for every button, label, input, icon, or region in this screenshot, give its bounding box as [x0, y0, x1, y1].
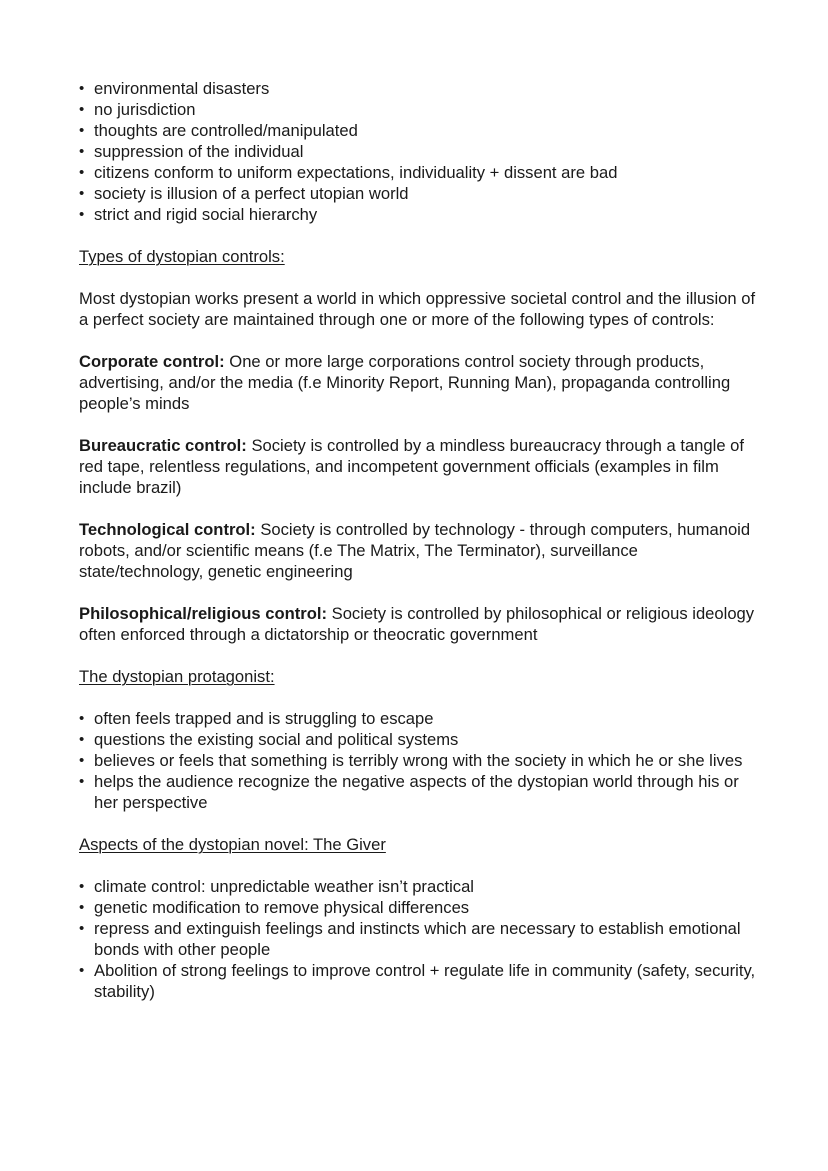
- list-item: • climate control: unpredictable weather isn’t practical: [79, 876, 759, 897]
- list-item: • society is illusion of a perfect utopian world: [79, 183, 759, 204]
- corporate-control-text: One or more large corporations control society through products, advertising, and/or the media (f.e Minority Report, Running Man), propaganda controlling people’s minds: [79, 352, 731, 413]
- list-item: • questions the existing social and political systems: [79, 729, 759, 750]
- list-item: • repress and extinguish feelings and instincts which are necessary to establish emotional bonds with other people: [79, 918, 759, 960]
- giver-heading: Aspects of the dystopian novel: The Giver: [79, 835, 386, 854]
- technological-control-text: Society is controlled by technology - through computers, humanoid robots, and/or scientific means (f.e The Matrix, The Terminator), surveillance state/technology, genetic engineering: [79, 520, 751, 581]
- list-item: • helps the audience recognize the negative aspects of the dystopian world through his or her perspective: [79, 771, 759, 813]
- bureaucratic-control-text: Society is controlled by a mindless bureaucracy through a tangle of red tape, relentless regulations, and incompetent government officials (examples in film include brazil): [79, 436, 744, 497]
- list-item: • Abolition of strong feelings to improve control + regulate life in community (safety, security, stability): [79, 960, 759, 1002]
- list-item: • strict and rigid social hierarchy: [79, 204, 759, 225]
- religious-control-term: Philosophical/religious control:: [79, 604, 328, 623]
- religious-control-text: Society is controlled by philosophical or religious ideology often enforced through a dictatorship or theocratic government: [79, 604, 755, 644]
- technological-control-term: Technological control:: [79, 520, 256, 539]
- list-item: • environmental disasters: [79, 78, 759, 99]
- religious-control-paragraph: [79, 603, 759, 645]
- list-item: • suppression of the individual: [79, 141, 759, 162]
- list-item: • genetic modification to remove physical differences: [79, 897, 759, 918]
- bureaucratic-control-term: Bureaucratic control:: [79, 436, 247, 455]
- document-page: [79, 78, 759, 1002]
- controls-intro-paragraph: Most dystopian works present a world in which oppressive societal control and the illusion of a perfect society are maintained through one or more of the following types of controls:: [79, 289, 756, 329]
- list-item: • no jurisdiction: [79, 99, 759, 120]
- corporate-control-paragraph: [79, 351, 759, 414]
- corporate-control-term: Corporate control:: [79, 352, 225, 371]
- protagonist-heading: The dystopian protagonist:: [79, 667, 275, 686]
- list-item: • believes or feels that something is terribly wrong with the society in which he or she lives: [79, 750, 759, 771]
- protagonist-bullet-list: [79, 708, 759, 813]
- intro-bullet-list: [79, 78, 759, 225]
- giver-bullet-list: [79, 876, 759, 1002]
- list-item: • thoughts are controlled/manipulated: [79, 120, 759, 141]
- technological-control-paragraph: [79, 519, 759, 582]
- list-item: • often feels trapped and is struggling to escape: [79, 708, 759, 729]
- list-item: • citizens conform to uniform expectations, individuality + dissent are bad: [79, 162, 759, 183]
- bureaucratic-control-paragraph: [79, 435, 759, 498]
- controls-heading: Types of dystopian controls:: [79, 247, 285, 266]
